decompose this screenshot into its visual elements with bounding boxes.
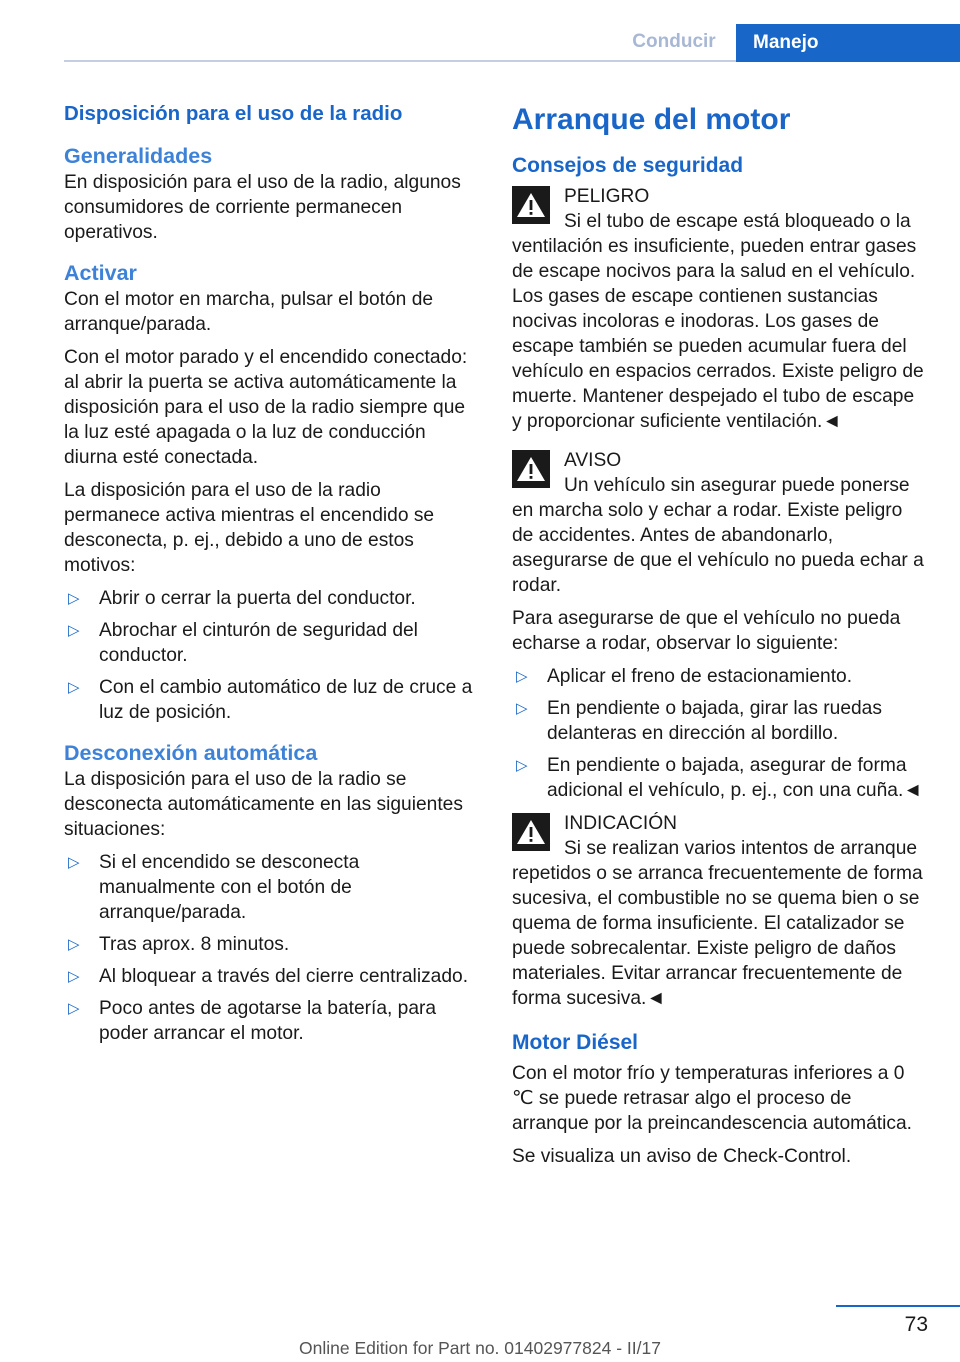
paragraph: Con el motor frío y temperaturas inferiores a 0 ℃ se puede retrasar algo el proceso de arranque por la preincandescencia automática. <box>512 1063 912 1134</box>
list-item: ▷ Tras aprox. 8 minutos. <box>68 934 290 955</box>
tab-manejo[interactable]: Manejo <box>736 24 960 62</box>
paragraph: La disposición para el uso de la radio se desconecta automáticamente en las siguientes situaciones: <box>64 769 463 840</box>
list-item: ▷ Poco antes de agotarse la batería, para poder arrancar el motor. <box>68 998 437 1044</box>
heading-consejos: Consejos de seguridad <box>512 154 744 177</box>
warning-aviso <box>512 448 928 598</box>
warning-title: AVISO <box>564 450 622 471</box>
warning-peligro <box>512 184 928 434</box>
tab-conducir[interactable]: Conducir <box>612 24 736 60</box>
warning-text: Si el tubo de escape está bloqueado o la ventilación es insuficiente, pueden entrar gases de escape nocivos para la salud en el vehículo. Los gases de escape contienen sustancias nocivas incoloras e inodoras. Los gases de escape también se pueden acumular fuera del vehículo en espacios cerrados. Existe peligro de muerte. Mantener despejado el tubo de escape y proporcionar suficiente ventilación.◄ <box>512 211 924 432</box>
heading-desconexion: Desconexión automática <box>64 741 318 765</box>
bullet-triangle-icon: ▷ <box>68 936 80 953</box>
bullet-list-asegurar <box>512 664 928 803</box>
heading-activar: Activar <box>64 261 137 285</box>
heading-generalidades: Generalidades <box>64 144 213 168</box>
warning-triangle-icon <box>512 186 550 224</box>
bullet-list-desconexion <box>64 850 476 1046</box>
list-item: ▷ Con el cambio automático de luz de cruce a luz de posición. <box>68 677 473 723</box>
list-item: ▷ Abrir o cerrar la puerta del conductor. <box>68 588 416 609</box>
warning-text: Un vehículo sin asegurar puede ponerse en marcha solo y echar a rodar. Existe peligro de accidentes. Antes de abandonarlo, asegurarse de que el vehículo no pueda echar a rodar. <box>512 475 924 596</box>
page-title-arranque: Arranque del motor <box>512 103 791 136</box>
paragraph: Se visualiza un aviso de Check-Control. <box>512 1146 852 1167</box>
warning-title: PELIGRO <box>564 186 650 207</box>
bullet-triangle-icon: ▷ <box>516 700 528 717</box>
warning-triangle-icon <box>512 450 550 488</box>
bullet-triangle-icon: ▷ <box>516 757 528 774</box>
list-item: ▷ Al bloquear a través del cierre centralizado. <box>68 966 469 987</box>
list-item: ▷ En pendiente o bajada, asegurar de forma adicional el vehículo, p. ej., con una cuña.◄ <box>516 755 923 801</box>
heading-motor-diesel: Motor Diésel <box>512 1031 639 1054</box>
bullet-triangle-icon: ▷ <box>68 1000 80 1017</box>
paragraph: La disposición para el uso de la radio permanece activa mientras el encendido se desconecta, p. ej., debido a uno de estos motivos: <box>64 480 435 576</box>
paragraph: Con el motor parado y el encendido conectado: al abrir la puerta se activa automáticamente la disposición para el uso de la radio siempre que la luz esté apagada o la luz de conducción diurna esté conectada. <box>64 347 468 468</box>
bullet-triangle-icon: ▷ <box>68 590 80 607</box>
warning-triangle-icon <box>512 813 550 851</box>
list-item: ▷ Abrochar el cinturón de seguridad del conductor. <box>68 620 418 666</box>
right-column <box>512 100 928 1177</box>
list-item: ▷ Si el encendido se desconecta manualmente con el botón de arranque/parada. <box>68 852 360 923</box>
list-item: ▷ En pendiente o bajada, girar las ruedas delanteras en dirección al bordillo. <box>516 698 882 744</box>
page-number: 73 <box>904 1313 928 1336</box>
warning-title: INDICACIÓN <box>564 813 677 834</box>
warning-text: Si se realizan varios intentos de arranque repetidos o se arranca frecuentemente de forma sucesiva, el combustible no se quema bien o se quema de forma insuficiente. El catalizador se puede sobrecalentar. Existe peligro de daños materiales. Evitar arrancar frecuentemente de forma sucesiva.◄ <box>512 838 923 1009</box>
section-title-radio: Disposición para el uso de la radio <box>64 102 403 125</box>
footer-rule <box>836 1305 960 1307</box>
warning-indicacion <box>512 811 928 1011</box>
bullet-triangle-icon: ▷ <box>68 679 80 696</box>
paragraph: En disposición para el uso de la radio, algunos consumidores de corriente permanecen operativos. <box>64 172 461 243</box>
paragraph: Con el motor en marcha, pulsar el botón de arranque/parada. <box>64 289 434 335</box>
paragraph: Para asegurarse de que el vehículo no pueda echarse a rodar, observar lo siguiente: <box>512 608 901 654</box>
bullet-triangle-icon: ▷ <box>68 622 80 639</box>
bullet-triangle-icon: ▷ <box>516 668 528 685</box>
bullet-triangle-icon: ▷ <box>68 968 80 985</box>
bullet-triangle-icon: ▷ <box>68 854 80 871</box>
bullet-list-activar <box>64 586 476 725</box>
left-column <box>64 100 476 1054</box>
footer-edition: Online Edition for Part no. 01402977824 - II/17 <box>299 1338 661 1358</box>
list-item: ▷ Aplicar el freno de estacionamiento. <box>516 666 853 687</box>
